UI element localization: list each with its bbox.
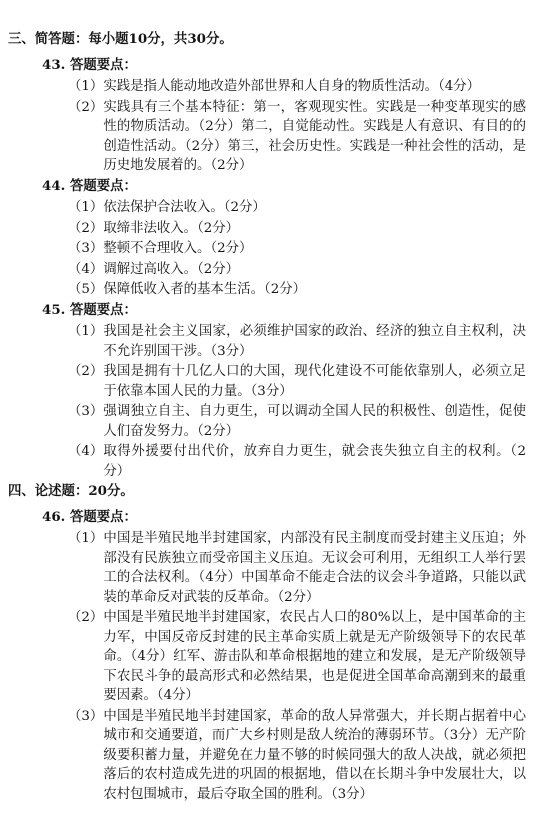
question-label: 答题要点： [69,177,137,194]
item-text: 中国是半殖民地半封建国家，农民占人口的80%以上，是中国革命的主力军，中国反帝反封建的民主革命实质上就是无产阶级领导下的农民革命。（4分）红军、游击队和革命根据地的建立和发展，是无产阶级领导下农民斗争的最高形式和必然结果，也是促进全国革命高潮到来的最重要因素。（4分） [103,610,526,703]
item-text: 实践是指人能动地改造外部世界和人自身的物质性活动。（4分） [103,79,481,94]
item-number: （1） [68,79,104,94]
question-45 [42,301,526,482]
item-text: 强调独立自主、自力更生，可以调动全国人民的积极性、创造性，促使人们奋发努力。（2分） [103,404,526,439]
answer-item [68,219,526,239]
item-number: （3） [68,241,104,256]
item-number: （2） [68,99,104,115]
answer-item [68,608,526,706]
item-text: 我国是拥有十几亿人口的大国，现代化建设不可能依靠别人，必须立足于依靠本国人民的力量。（3分） [103,364,526,399]
item-number: （1） [68,200,104,215]
item-number: （3） [68,404,104,419]
section-title: 三、简答题：每小题10分，共30分。 [8,31,233,47]
question-heading [42,508,526,528]
item-text: 取缔非法收入。（2分） [103,220,240,236]
question-46 [42,508,526,805]
answer-item [68,260,526,280]
question-number: 43. [42,56,66,73]
question-heading [42,301,526,321]
item-text: 调解过高收入。（2分） [103,261,240,277]
item-number: （1） [68,324,104,339]
question-heading [42,177,526,197]
answer-item [68,442,526,481]
answer-item [68,98,526,176]
answer-item [68,239,526,259]
section-title: 四、论述题：20分。 [8,483,134,499]
item-text: 保障低收入者的基本生活。（2分） [103,282,306,297]
item-text: 取得外援要付出代价，放弃自力更生，就会丧失独立自主的权利。（2分） [103,444,526,479]
question-label: 答题要点： [69,56,137,73]
answer-item [68,280,526,300]
question-number: 44. [42,177,66,194]
item-text: 依法保护合法收入。（2分） [103,200,266,215]
item-number: （4） [68,444,104,459]
answer-item [68,529,526,607]
item-text: 我国是社会主义国家，必须维护国家的政治、经济的独立自主权利，决不允许别国干涉。（3分） [103,324,526,359]
item-number: （2） [68,610,104,625]
question-number: 46. [42,508,66,525]
question-number: 45. [42,301,66,318]
item-text: 实践具有三个基本特征：第一，客观现实性。实践是一种变革现实的感性的物质活动。（2分）第二，自觉能动性。实践是人有意识、有目的的创造性活动。（2分）第三，社会历史性。实践是一种社会性的活动，是历史地发展着的。（2分） [103,99,526,173]
answer-item [68,198,526,218]
item-number: （2） [68,364,104,379]
item-text: 中国是半殖民地半封建国家，革命的敌人异常强大，并长期占据着中心城市和交通要道，而广大乡村则是敌人统治的薄弱环节。（3分）无产阶级要积蓄力量，并避免在力量不够的时候同强大的敌人决战，就必须把落后的农村造成先进的巩固的根据地，借以在长期斗争中发展壮大，以农村包围城市，最后夺取全国的胜利。（3分） [103,708,526,802]
question-heading [42,56,526,76]
item-number: （5） [68,282,104,297]
answer-item [68,402,526,441]
answer-item [68,322,526,361]
question-44 [42,177,526,300]
item-number: （3） [68,708,104,724]
item-text: 中国是半殖民地半封建国家，内部没有民主制度而受封建主义压迫；外部没有民族独立而受帝国主义压迫。无议会可利用，无组织工人举行罢工的合法权利。（4分）中国革命不能走合法的议会斗争道路，只能以武装的革命反对武装的反革命。（2分） [103,531,526,605]
item-number: （4） [68,261,104,277]
question-label: 答题要点： [69,301,137,318]
answer-item [68,707,526,805]
question-label: 答题要点： [69,508,137,525]
question-43 [42,56,526,176]
answer-item [68,77,526,97]
answer-item [68,362,526,401]
item-number: （1） [68,531,104,546]
item-text: 整顿不合理收入。（2分） [103,241,253,256]
item-number: （2） [68,220,104,236]
